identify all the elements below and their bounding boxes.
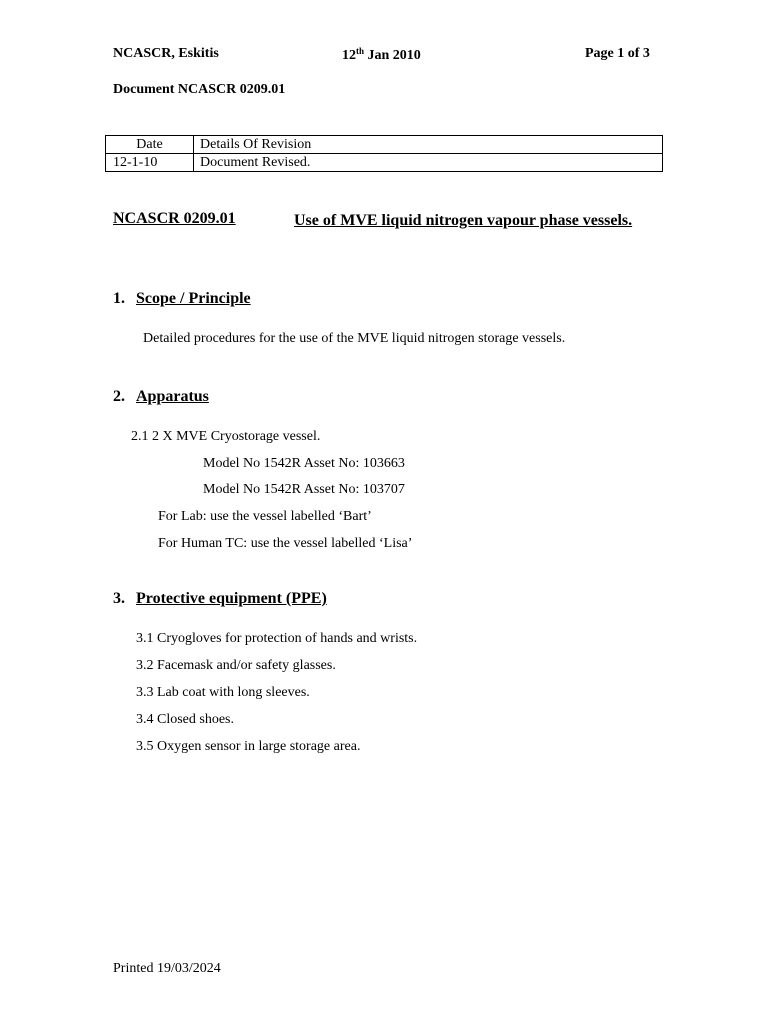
- section-title: Scope / Principle: [136, 290, 251, 307]
- ppe-item: 3.3 Lab coat with long sleeves.: [136, 685, 310, 700]
- revision-table-header-date: Date: [106, 136, 194, 154]
- section-heading-ppe: [113, 590, 327, 608]
- header-organisation: NCASCR, Eskitis: [113, 46, 219, 61]
- apparatus-line: Model No 1542R Asset No: 103707: [203, 482, 405, 497]
- section-title: Apparatus: [136, 388, 209, 405]
- revision-table: [105, 135, 663, 172]
- apparatus-line: For Lab: use the vessel labelled ‘Bart’: [158, 509, 372, 524]
- apparatus-line: Model No 1542R Asset No: 103663: [203, 456, 405, 471]
- apparatus-line: For Human TC: use the vessel labelled ‘Lisa’: [158, 536, 413, 551]
- apparatus-line: 2.1 2 X MVE Cryostorage vessel.: [131, 429, 321, 444]
- section-heading-scope: [113, 290, 251, 308]
- ppe-item: 3.4 Closed shoes.: [136, 712, 234, 727]
- document-reference: Document NCASCR 0209.01: [113, 82, 286, 97]
- header-page-number: Page 1 of 3: [585, 46, 650, 61]
- ppe-item: 3.5 Oxygen sensor in large storage area.: [136, 739, 361, 754]
- revision-table-cell-date: 12-1-10: [106, 154, 194, 172]
- ppe-item: 3.2 Facemask and/or safety glasses.: [136, 658, 336, 673]
- ppe-item: 3.1 Cryogloves for protection of hands and wrists.: [136, 631, 418, 646]
- procedure-code: NCASCR 0209.01: [113, 210, 236, 227]
- header-date-suffix: th: [356, 46, 365, 56]
- revision-table-row: [106, 154, 663, 172]
- header-date: [342, 46, 421, 64]
- revision-table-cell-details: Document Revised.: [194, 154, 663, 172]
- revision-table-header-row: [106, 136, 663, 154]
- section-number: 2.: [113, 388, 125, 405]
- revision-table-header-details: Details Of Revision: [194, 136, 663, 154]
- scope-text: Detailed procedures for the use of the MVE liquid nitrogen storage vessels.: [143, 331, 566, 346]
- procedure-title: Use of MVE liquid nitrogen vapour phase vessels.: [294, 212, 633, 229]
- printed-date: Printed 19/03/2024: [113, 961, 221, 976]
- section-number: 3.: [113, 590, 125, 607]
- header-date-day: 12: [342, 48, 356, 63]
- section-heading-apparatus: [113, 388, 209, 406]
- section-title: Protective equipment (PPE): [136, 590, 327, 607]
- section-number: 1.: [113, 290, 125, 307]
- header-date-rest: Jan 2010: [364, 48, 421, 63]
